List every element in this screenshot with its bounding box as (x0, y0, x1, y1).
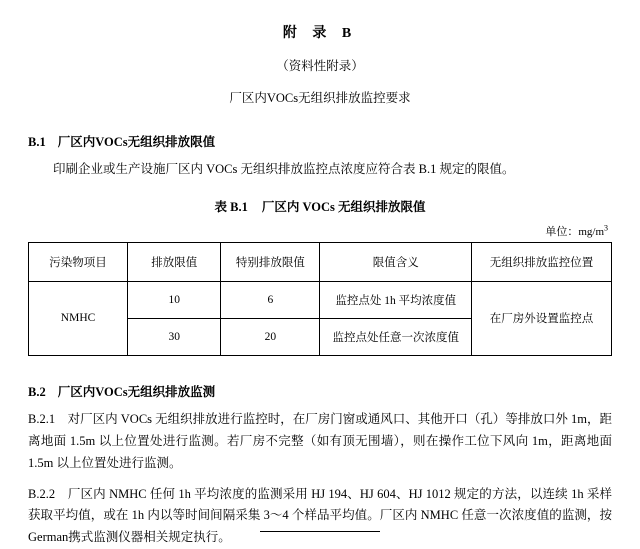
unit-label: 单位： (545, 226, 578, 238)
table-header-meaning: 限值含义 (320, 242, 472, 281)
paragraph-b2-1: B.2.1 对厂区内 VOCs 无组织排放进行监控时，在厂房门窗或通风口、其他开口（孔）等排放口外 1m，距离地面 1.5m 以上位置处进行监测。若厂房不完整（如有顶无围墙），则在操作工位下风向 1m，距离地面1.5m 以上位置处进行监测。 (28, 409, 612, 475)
cell-limit: 10 (128, 281, 221, 318)
table-row (29, 281, 612, 318)
table-header-location: 无组织排放监控位置 (472, 242, 612, 281)
table-header-special-limit: 特别排放限值 (221, 242, 320, 281)
cell-special-limit: 20 (221, 318, 320, 355)
unit-superscript: 3 (604, 223, 608, 232)
table-unit-line (28, 223, 612, 239)
footer-divider (260, 531, 380, 532)
table-caption (28, 197, 612, 215)
appendix-name: 厂区内VOCs无组织排放监控要求 (28, 88, 612, 106)
cell-meaning: 监控点处 1h 平均浓度值 (320, 281, 472, 318)
paragraph-b1-1: 印刷企业或生产设施厂区内 VOCs 无组织排放监控点浓度应符合表 B.1 规定的限值。 (28, 159, 612, 181)
section-heading-b2 (28, 382, 612, 400)
cell-location: 在厂房外设置监控点 (472, 281, 612, 355)
section-title-b1: 厂区内VOCs无组织排放限值 (58, 135, 215, 149)
cell-limit: 30 (128, 318, 221, 355)
table-caption-label: 表 B.1 (215, 200, 248, 214)
appendix-title: 附 录 B (28, 22, 612, 42)
section-heading-b1 (28, 132, 612, 150)
emission-limits-table (28, 242, 612, 356)
cell-pollutant: NMHC (29, 281, 128, 355)
appendix-subtitle: （资料性附录） (28, 56, 612, 74)
unit-value: mg/m (578, 226, 604, 238)
section-title-b2: 厂区内VOCs无组织排放监测 (58, 385, 215, 399)
cell-meaning: 监控点处任意一次浓度值 (320, 318, 472, 355)
paragraph-b2-2: B.2.2 厂区内 NMHC 任何 1h 平均浓度的监测采用 HJ 194、HJ 604、HJ 1012 规定的方法，以连续 1h 采样获取平均值，或在 1h 内以等时间间隔采集 3～4 个样品平均值。厂区内 NMHC 任意一次浓度值的监测，按German携式监测仪器相关规定执行。 (28, 484, 612, 549)
table-header-limit: 排放限值 (128, 242, 221, 281)
section-number-b1: B.1 (28, 135, 46, 149)
cell-special-limit: 6 (221, 281, 320, 318)
table-header-row (29, 242, 612, 281)
table-caption-text: 厂区内 VOCs 无组织排放限值 (262, 200, 426, 214)
table-header-pollutant: 污染物项目 (29, 242, 128, 281)
document-page (0, 22, 640, 540)
section-number-b2: B.2 (28, 385, 46, 399)
